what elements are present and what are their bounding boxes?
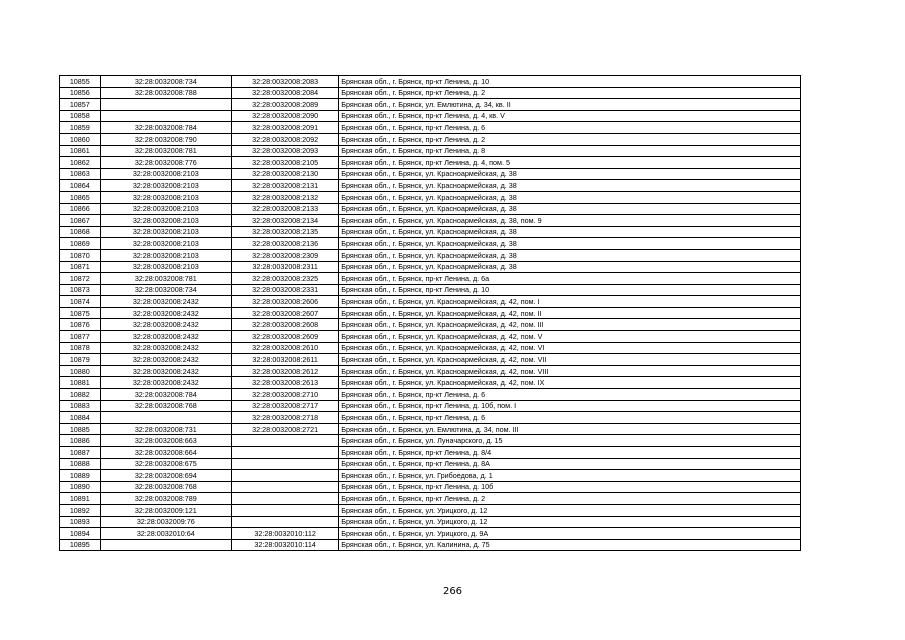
table-row bbox=[60, 122, 801, 134]
row-number-cell: 10871 bbox=[60, 261, 101, 273]
address-cell: Брянская обл., г. Брянск, пр-кт Ленина, д. 6а bbox=[339, 273, 801, 285]
table-row bbox=[60, 273, 801, 285]
address-cell: Брянская обл., г. Брянск, ул. Красноармейская, д. 42, пом. VIII bbox=[339, 365, 801, 377]
address-cell: Брянская обл., г. Брянск, пр-кт Ленина, д. 10б, пом. I bbox=[339, 400, 801, 412]
table-row bbox=[60, 203, 801, 215]
parent-cadastral-number-cell: 32:28:0032008:2432 bbox=[100, 377, 231, 389]
row-number-cell: 10869 bbox=[60, 238, 101, 250]
cadastral-number-cell: 32:28:0032008:2609 bbox=[231, 331, 338, 343]
parent-cadastral-number-cell: 32:28:0032010:64 bbox=[100, 528, 231, 540]
row-number-cell: 10894 bbox=[60, 528, 101, 540]
cadastral-number-cell: 32:28:0032008:2083 bbox=[231, 76, 338, 88]
cadastral-number-cell: 32:28:0032008:2090 bbox=[231, 110, 338, 122]
cadastral-number-cell: 32:28:0032008:2311 bbox=[231, 261, 338, 273]
address-cell: Брянская обл., г. Брянск, ул. Калинина, д. 75 bbox=[339, 539, 801, 551]
parent-cadastral-number-cell: 32:28:0032008:2432 bbox=[100, 342, 231, 354]
address-cell: Брянская обл., г. Брянск, ул. Урицкого, д. 9А bbox=[339, 528, 801, 540]
cadastral-number-cell: 32:28:0032008:2710 bbox=[231, 389, 338, 401]
address-cell: Брянская обл., г. Брянск, пр-кт Ленина, д. 10б bbox=[339, 481, 801, 493]
parent-cadastral-number-cell: 32:28:0032008:784 bbox=[100, 122, 231, 134]
row-number-cell: 10866 bbox=[60, 203, 101, 215]
parent-cadastral-number-cell: 32:28:0032008:2432 bbox=[100, 319, 231, 331]
row-number-cell: 10859 bbox=[60, 122, 101, 134]
cadastral-number-cell: 32:28:0032010:114 bbox=[231, 539, 338, 551]
parent-cadastral-number-cell bbox=[100, 412, 231, 424]
parent-cadastral-number-cell: 32:28:0032008:2103 bbox=[100, 203, 231, 215]
address-cell: Брянская обл., г. Брянск, ул. Красноармейская, д. 38 bbox=[339, 168, 801, 180]
cadastral-number-cell: 32:28:0032008:2130 bbox=[231, 168, 338, 180]
parent-cadastral-number-cell: 32:28:0032008:694 bbox=[100, 470, 231, 482]
row-number-cell: 10881 bbox=[60, 377, 101, 389]
cadastral-number-cell: 32:28:0032010:112 bbox=[231, 528, 338, 540]
address-cell: Брянская обл., г. Брянск, ул. Красноармейская, д. 42, пом. I bbox=[339, 296, 801, 308]
row-number-cell: 10882 bbox=[60, 389, 101, 401]
address-cell: Брянская обл., г. Брянск, пр-кт Ленина, д. 8А bbox=[339, 458, 801, 470]
parent-cadastral-number-cell: 32:28:0032008:768 bbox=[100, 481, 231, 493]
table-row bbox=[60, 307, 801, 319]
address-cell: Брянская обл., г. Брянск, ул. Красноармейская, д. 42, пом. III bbox=[339, 319, 801, 331]
row-number-cell: 10863 bbox=[60, 168, 101, 180]
address-cell: Брянская обл., г. Брянск, ул. Красноармейская, д. 42, пом. VII bbox=[339, 354, 801, 366]
table-row bbox=[60, 110, 801, 122]
row-number-cell: 10860 bbox=[60, 133, 101, 145]
cadastral-number-cell: 32:28:0032008:2136 bbox=[231, 238, 338, 250]
address-cell: Брянская обл., г. Брянск, ул. Красноармейская, д. 42, пом. VI bbox=[339, 342, 801, 354]
table-row bbox=[60, 215, 801, 227]
row-number-cell: 10886 bbox=[60, 435, 101, 447]
row-number-cell: 10865 bbox=[60, 191, 101, 203]
cadastral-number-cell: 32:28:0032008:2089 bbox=[231, 99, 338, 111]
parent-cadastral-number-cell: 32:28:0032008:663 bbox=[100, 435, 231, 447]
table-row bbox=[60, 528, 801, 540]
row-number-cell: 10864 bbox=[60, 180, 101, 192]
cadastral-number-cell bbox=[231, 504, 338, 516]
parent-cadastral-number-cell: 32:28:0032009:76 bbox=[100, 516, 231, 528]
cadastral-number-cell: 32:28:0032008:2325 bbox=[231, 273, 338, 285]
row-number-cell: 10891 bbox=[60, 493, 101, 505]
parent-cadastral-number-cell: 32:28:0032008:2103 bbox=[100, 180, 231, 192]
cadastral-number-cell: 32:28:0032008:2611 bbox=[231, 354, 338, 366]
address-cell: Брянская обл., г. Брянск, ул. Красноармейская, д. 38, пом. 9 bbox=[339, 215, 801, 227]
table-row bbox=[60, 435, 801, 447]
parent-cadastral-number-cell: 32:28:0032008:734 bbox=[100, 284, 231, 296]
parent-cadastral-number-cell: 32:28:0032008:675 bbox=[100, 458, 231, 470]
parent-cadastral-number-cell: 32:28:0032008:790 bbox=[100, 133, 231, 145]
table-row bbox=[60, 238, 801, 250]
parent-cadastral-number-cell: 32:28:0032008:734 bbox=[100, 76, 231, 88]
row-number-cell: 10879 bbox=[60, 354, 101, 366]
parent-cadastral-number-cell: 32:28:0032008:2103 bbox=[100, 215, 231, 227]
row-number-cell: 10856 bbox=[60, 87, 101, 99]
row-number-cell: 10870 bbox=[60, 249, 101, 261]
cadastral-number-cell: 32:28:0032008:2309 bbox=[231, 249, 338, 261]
row-number-cell: 10878 bbox=[60, 342, 101, 354]
cadastral-number-cell: 32:28:0032008:2132 bbox=[231, 191, 338, 203]
address-cell: Брянская обл., г. Брянск, ул. Красноармейская, д. 38 bbox=[339, 226, 801, 238]
address-cell: Брянская обл., г. Брянск, пр-кт Ленина, д. 4, кв. V bbox=[339, 110, 801, 122]
parent-cadastral-number-cell: 32:28:0032008:2103 bbox=[100, 249, 231, 261]
cadastral-number-cell: 32:28:0032008:2607 bbox=[231, 307, 338, 319]
row-number-cell: 10895 bbox=[60, 539, 101, 551]
cadastral-number-cell bbox=[231, 493, 338, 505]
cadastral-number-cell: 32:28:0032008:2717 bbox=[231, 400, 338, 412]
cadastral-number-cell: 32:28:0032008:2612 bbox=[231, 365, 338, 377]
parent-cadastral-number-cell: 32:28:0032008:2432 bbox=[100, 354, 231, 366]
row-number-cell: 10868 bbox=[60, 226, 101, 238]
address-cell: Брянская обл., г. Брянск, пр-кт Ленина, д. 10 bbox=[339, 76, 801, 88]
table-row bbox=[60, 412, 801, 424]
cadastral-number-cell: 32:28:0032008:2084 bbox=[231, 87, 338, 99]
address-cell: Брянская обл., г. Брянск, ул. Красноармейская, д. 38 bbox=[339, 180, 801, 192]
table-row bbox=[60, 458, 801, 470]
table-row bbox=[60, 180, 801, 192]
registry-table-body bbox=[60, 76, 801, 551]
table-row bbox=[60, 319, 801, 331]
row-number-cell: 10889 bbox=[60, 470, 101, 482]
cadastral-number-cell bbox=[231, 435, 338, 447]
address-cell: Брянская обл., г. Брянск, ул. Красноармейская, д. 42, пом. V bbox=[339, 331, 801, 343]
table-row bbox=[60, 284, 801, 296]
row-number-cell: 10892 bbox=[60, 504, 101, 516]
row-number-cell: 10875 bbox=[60, 307, 101, 319]
cadastral-number-cell: 32:28:0032008:2613 bbox=[231, 377, 338, 389]
cadastral-number-cell: 32:28:0032008:2606 bbox=[231, 296, 338, 308]
cadastral-number-cell: 32:28:0032008:2718 bbox=[231, 412, 338, 424]
parent-cadastral-number-cell: 32:28:0032008:664 bbox=[100, 447, 231, 459]
cadastral-number-cell: 32:28:0032008:2608 bbox=[231, 319, 338, 331]
address-cell: Брянская обл., г. Брянск, пр-кт Ленина, д. 6 bbox=[339, 122, 801, 134]
address-cell: Брянская обл., г. Брянск, пр-кт Ленина, д. 10 bbox=[339, 284, 801, 296]
parent-cadastral-number-cell: 32:28:0032008:768 bbox=[100, 400, 231, 412]
address-cell: Брянская обл., г. Брянск, ул. Красноармейская, д. 38 bbox=[339, 191, 801, 203]
parent-cadastral-number-cell: 32:28:0032008:781 bbox=[100, 273, 231, 285]
cadastral-number-cell: 32:28:0032008:2105 bbox=[231, 157, 338, 169]
row-number-cell: 10861 bbox=[60, 145, 101, 157]
parent-cadastral-number-cell: 32:28:0032008:2432 bbox=[100, 331, 231, 343]
parent-cadastral-number-cell: 32:28:0032008:2103 bbox=[100, 168, 231, 180]
page-number: 266 bbox=[442, 586, 463, 597]
row-number-cell: 10880 bbox=[60, 365, 101, 377]
parent-cadastral-number-cell: 32:28:0032008:731 bbox=[100, 423, 231, 435]
parent-cadastral-number-cell: 32:28:0032008:2103 bbox=[100, 191, 231, 203]
table-row bbox=[60, 470, 801, 482]
address-cell: Брянская обл., г. Брянск, пр-кт Ленина, д. 4, пом. 5 bbox=[339, 157, 801, 169]
cadastral-number-cell bbox=[231, 516, 338, 528]
address-cell: Брянская обл., г. Брянск, пр-кт Ленина, д. 2 bbox=[339, 493, 801, 505]
cadastral-number-cell: 32:28:0032008:2131 bbox=[231, 180, 338, 192]
table-row bbox=[60, 365, 801, 377]
cadastral-number-cell: 32:28:0032008:2610 bbox=[231, 342, 338, 354]
table-row bbox=[60, 481, 801, 493]
parent-cadastral-number-cell: 32:28:0032009:121 bbox=[100, 504, 231, 516]
row-number-cell: 10877 bbox=[60, 331, 101, 343]
table-row bbox=[60, 377, 801, 389]
table-row bbox=[60, 516, 801, 528]
parent-cadastral-number-cell: 32:28:0032008:788 bbox=[100, 87, 231, 99]
table-row bbox=[60, 249, 801, 261]
table-row bbox=[60, 261, 801, 273]
address-cell: Брянская обл., г. Брянск, пр-кт Ленина, д. 8/4 bbox=[339, 447, 801, 459]
row-number-cell: 10888 bbox=[60, 458, 101, 470]
address-cell: Брянская обл., г. Брянск, пр-кт Ленина, д. 2 bbox=[339, 133, 801, 145]
parent-cadastral-number-cell: 32:28:0032008:2103 bbox=[100, 226, 231, 238]
cadastral-number-cell bbox=[231, 481, 338, 493]
table-row bbox=[60, 191, 801, 203]
row-number-cell: 10858 bbox=[60, 110, 101, 122]
table-row bbox=[60, 389, 801, 401]
table-row bbox=[60, 87, 801, 99]
address-cell: Брянская обл., г. Брянск, ул. Красноармейская, д. 42, пом. II bbox=[339, 307, 801, 319]
parent-cadastral-number-cell: 32:28:0032008:776 bbox=[100, 157, 231, 169]
row-number-cell: 10872 bbox=[60, 273, 101, 285]
address-cell: Брянская обл., г. Брянск, ул. Красноармейская, д. 38 bbox=[339, 249, 801, 261]
row-number-cell: 10862 bbox=[60, 157, 101, 169]
table-row bbox=[60, 400, 801, 412]
table-row bbox=[60, 145, 801, 157]
table-row bbox=[60, 447, 801, 459]
table-row bbox=[60, 99, 801, 111]
table-row bbox=[60, 331, 801, 343]
table-row bbox=[60, 76, 801, 88]
address-cell: Брянская обл., г. Брянск, ул. Красноармейская, д. 38 bbox=[339, 203, 801, 215]
address-cell: Брянская обл., г. Брянск, ул. Емлютина, д. 34, пом. III bbox=[339, 423, 801, 435]
cadastral-number-cell: 32:28:0032008:2135 bbox=[231, 226, 338, 238]
cadastral-number-cell: 32:28:0032008:2092 bbox=[231, 133, 338, 145]
parent-cadastral-number-cell: 32:28:0032008:784 bbox=[100, 389, 231, 401]
address-cell: Брянская обл., г. Брянск, ул. Емлютина, д. 34, кв. II bbox=[339, 99, 801, 111]
row-number-cell: 10893 bbox=[60, 516, 101, 528]
row-number-cell: 10890 bbox=[60, 481, 101, 493]
cadastral-number-cell bbox=[231, 458, 338, 470]
table-row bbox=[60, 493, 801, 505]
table-row bbox=[60, 354, 801, 366]
cadastral-number-cell: 32:28:0032008:2134 bbox=[231, 215, 338, 227]
parent-cadastral-number-cell: 32:28:0032008:2103 bbox=[100, 261, 231, 273]
address-cell: Брянская обл., г. Брянск, пр-кт Ленина, д. 6 bbox=[339, 389, 801, 401]
address-cell: Брянская обл., г. Брянск, ул. Урицкого, д. 12 bbox=[339, 516, 801, 528]
row-number-cell: 10867 bbox=[60, 215, 101, 227]
parent-cadastral-number-cell: 32:28:0032008:2432 bbox=[100, 307, 231, 319]
parent-cadastral-number-cell: 32:28:0032008:2432 bbox=[100, 296, 231, 308]
parent-cadastral-number-cell bbox=[100, 110, 231, 122]
address-cell: Брянская обл., г. Брянск, ул. Красноармейская, д. 38 bbox=[339, 261, 801, 273]
table-row bbox=[60, 504, 801, 516]
table-row bbox=[60, 226, 801, 238]
address-cell: Брянская обл., г. Брянск, пр-кт Ленина, д. 6 bbox=[339, 412, 801, 424]
table-row bbox=[60, 342, 801, 354]
table-row bbox=[60, 539, 801, 551]
cadastral-number-cell bbox=[231, 470, 338, 482]
cadastral-number-cell: 32:28:0032008:2721 bbox=[231, 423, 338, 435]
cadastral-number-cell bbox=[231, 447, 338, 459]
row-number-cell: 10855 bbox=[60, 76, 101, 88]
row-number-cell: 10884 bbox=[60, 412, 101, 424]
row-number-cell: 10873 bbox=[60, 284, 101, 296]
table-row bbox=[60, 133, 801, 145]
address-cell: Брянская обл., г. Брянск, пр-кт Ленина, д. 8 bbox=[339, 145, 801, 157]
parent-cadastral-number-cell bbox=[100, 539, 231, 551]
cadastral-number-cell: 32:28:0032008:2331 bbox=[231, 284, 338, 296]
cadastral-number-cell: 32:28:0032008:2093 bbox=[231, 145, 338, 157]
cadastral-number-cell: 32:28:0032008:2133 bbox=[231, 203, 338, 215]
parent-cadastral-number-cell: 32:28:0032008:2103 bbox=[100, 238, 231, 250]
table-row bbox=[60, 296, 801, 308]
table-row bbox=[60, 168, 801, 180]
row-number-cell: 10874 bbox=[60, 296, 101, 308]
address-cell: Брянская обл., г. Брянск, ул. Луначарского, д. 15 bbox=[339, 435, 801, 447]
property-registry-table bbox=[59, 75, 801, 551]
parent-cadastral-number-cell: 32:28:0032008:789 bbox=[100, 493, 231, 505]
row-number-cell: 10883 bbox=[60, 400, 101, 412]
address-cell: Брянская обл., г. Брянск, пр-кт Ленина, д. 2 bbox=[339, 87, 801, 99]
address-cell: Брянская обл., г. Брянск, ул. Красноармейская, д. 38 bbox=[339, 238, 801, 250]
parent-cadastral-number-cell: 32:28:0032008:781 bbox=[100, 145, 231, 157]
cadastral-number-cell: 32:28:0032008:2091 bbox=[231, 122, 338, 134]
address-cell: Брянская обл., г. Брянск, ул. Урицкого, д. 12 bbox=[339, 504, 801, 516]
table-row bbox=[60, 157, 801, 169]
row-number-cell: 10885 bbox=[60, 423, 101, 435]
row-number-cell: 10887 bbox=[60, 447, 101, 459]
row-number-cell: 10857 bbox=[60, 99, 101, 111]
address-cell: Брянская обл., г. Брянск, ул. Красноармейская, д. 42, пом. IX bbox=[339, 377, 801, 389]
row-number-cell: 10876 bbox=[60, 319, 101, 331]
parent-cadastral-number-cell: 32:28:0032008:2432 bbox=[100, 365, 231, 377]
parent-cadastral-number-cell bbox=[100, 99, 231, 111]
table-row bbox=[60, 423, 801, 435]
address-cell: Брянская обл., г. Брянск, ул. Грибоедова, д. 1 bbox=[339, 470, 801, 482]
